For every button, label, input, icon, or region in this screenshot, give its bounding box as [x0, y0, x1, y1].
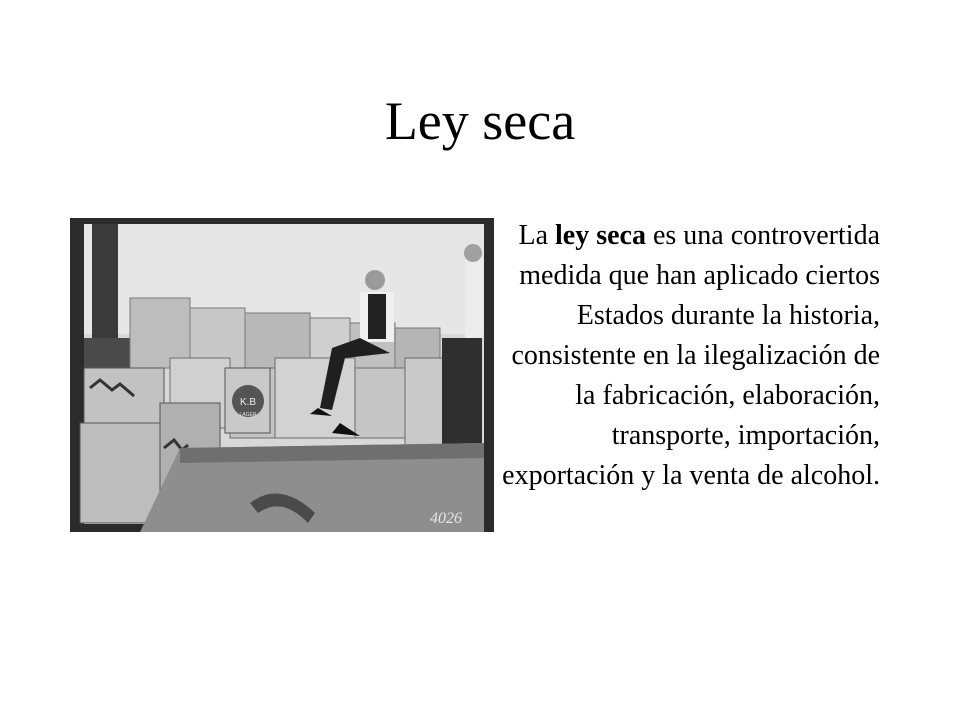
crate-label: K.B [239, 397, 257, 408]
historical-photo [70, 218, 494, 532]
body-bold-term: ley seca [555, 220, 646, 251]
slide-title: Ley seca [384, 91, 576, 151]
body-suffix: es una controvertida medida que han aplicado ciertos Estados durante la historia, consistente en la ilegalización de la fabricación, elaboración, transporte, importación, exportación y la venta de alcohol. [502, 220, 880, 491]
body-paragraph [490, 216, 880, 496]
kb-lager-crate [225, 368, 270, 433]
plate-number: 4026 [430, 510, 462, 527]
photo-image [70, 218, 494, 532]
body-prefix: La [518, 220, 555, 251]
crate-sublabel: LAGER [239, 412, 257, 418]
